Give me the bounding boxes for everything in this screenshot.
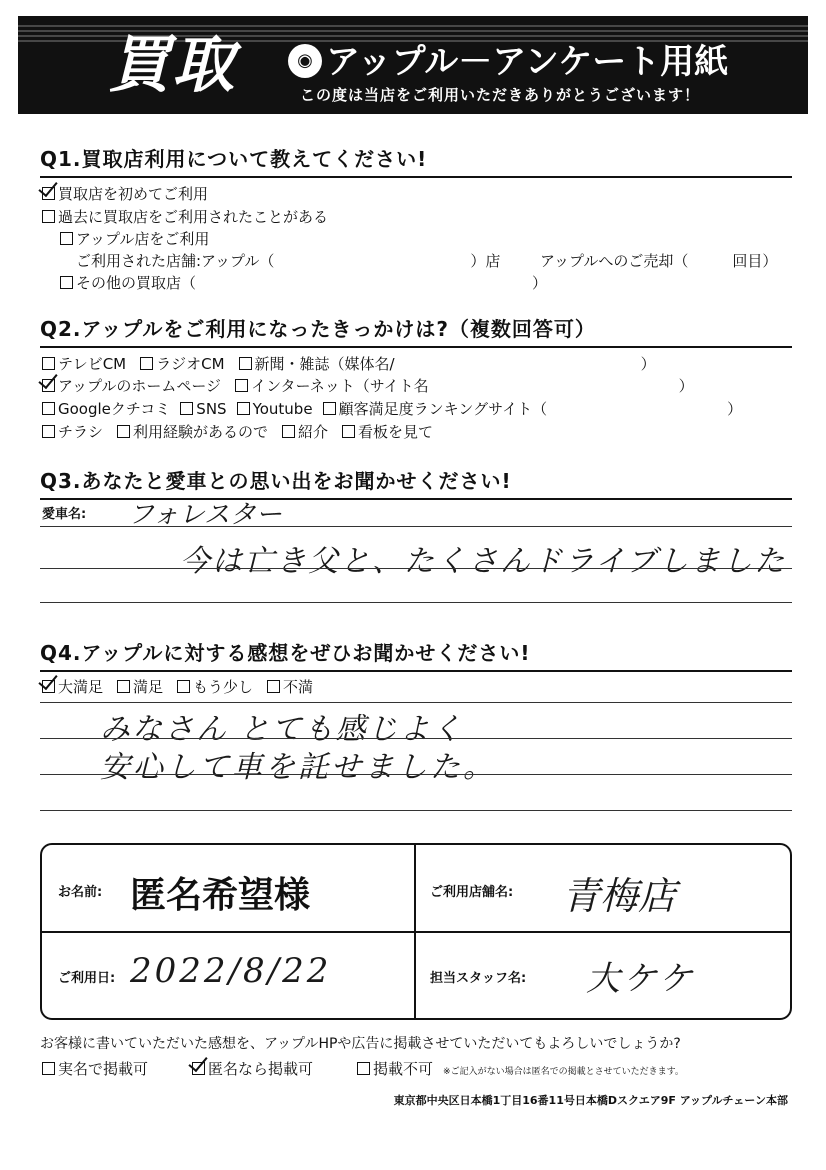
q4-rule-3 bbox=[40, 774, 792, 775]
q2-opt-homepage[interactable] bbox=[42, 375, 221, 396]
q4-opt-very-satisfied[interactable] bbox=[42, 676, 103, 697]
publish-anonymous-checkbox[interactable] bbox=[192, 1062, 205, 1075]
q2-youtube-checkbox[interactable] bbox=[237, 402, 250, 415]
q2-row2 bbox=[42, 375, 694, 396]
q1-apple-checkbox[interactable] bbox=[60, 232, 73, 245]
q1-apple-label: アップル店をご利用 bbox=[76, 230, 210, 248]
title-sub: アップル－アンケート用紙 bbox=[326, 42, 729, 82]
q2-signboard-label: 看板を見て bbox=[358, 423, 434, 441]
q3-rule-2 bbox=[40, 568, 792, 569]
date-label: ご利用日: bbox=[58, 971, 116, 986]
publish-opt-real-name[interactable] bbox=[42, 1058, 148, 1079]
q2-opt-signboard[interactable] bbox=[342, 421, 433, 442]
q2-homepage-checkbox[interactable] bbox=[42, 379, 55, 392]
q2-row3 bbox=[42, 398, 742, 419]
name-value[interactable]: 匿名希望様 bbox=[130, 875, 311, 916]
name-label: お名前: bbox=[58, 885, 103, 900]
q4-rule-1 bbox=[40, 702, 792, 703]
banner-subtitle: この度は当店をご利用いただきありがとうございます！ bbox=[300, 86, 701, 104]
date-value[interactable]: 2022/8/22 bbox=[130, 951, 332, 991]
q1-first-checkbox[interactable] bbox=[42, 187, 55, 200]
q2-google-label: Googleクチコミ bbox=[58, 400, 171, 418]
publish-real-name-checkbox[interactable] bbox=[42, 1062, 55, 1075]
q1-past-checkbox[interactable] bbox=[42, 210, 55, 223]
q3-car-name[interactable]: フォレスター bbox=[128, 500, 282, 530]
q2-row3-close: ） bbox=[727, 400, 743, 418]
q1-past-label: 過去に買取店をご利用されたことがある bbox=[58, 208, 329, 226]
q3-car-label: 愛車名: bbox=[42, 507, 87, 522]
q4-dissatisfied-label: 不満 bbox=[283, 678, 314, 696]
q1-store-suffix: ）店 bbox=[470, 252, 501, 270]
q4-so-so-checkbox[interactable] bbox=[177, 680, 190, 693]
q4-satisfied-checkbox[interactable] bbox=[117, 680, 130, 693]
q4-opt-so-so[interactable] bbox=[177, 676, 253, 697]
q1-opt-past[interactable] bbox=[42, 206, 328, 227]
q4-heading: Q4.アップルに対する感想をぜひお聞かせください! bbox=[40, 637, 792, 672]
staff-label: 担当スタッフ名: bbox=[430, 971, 527, 986]
q1-opt-apple[interactable] bbox=[60, 228, 209, 249]
q1-heading: Q1.買取店利用について教えてください! bbox=[40, 143, 792, 178]
q3-memory[interactable]: 今は亡き父と、たくさんドライブしました bbox=[180, 544, 787, 579]
q2-tv-checkbox[interactable] bbox=[42, 357, 55, 370]
q1-store-label: ご利用された店舗:アップル（ bbox=[76, 252, 275, 270]
q1-other-suffix: ） bbox=[532, 274, 548, 292]
q2-heading: Q2.アップルをご利用になったきっかけは?（複数回答可） bbox=[40, 313, 792, 348]
q4-very-satisfied-label: 大満足 bbox=[58, 678, 104, 696]
store-label: ご利用店舗名: bbox=[430, 885, 514, 900]
header-banner bbox=[18, 16, 808, 114]
info-box-horizontal-divider bbox=[42, 931, 790, 933]
q2-ranking-checkbox[interactable] bbox=[323, 402, 336, 415]
store-value[interactable]: 青梅店 bbox=[562, 874, 677, 918]
q2-referral-label: 紹介 bbox=[298, 423, 329, 441]
q2-opt-radio[interactable] bbox=[140, 353, 224, 374]
q2-row2-close: ） bbox=[678, 377, 694, 395]
q4-very-satisfied-checkbox[interactable] bbox=[42, 680, 55, 693]
q4-dissatisfied-checkbox[interactable] bbox=[267, 680, 280, 693]
q1-store-line bbox=[76, 250, 500, 271]
q2-sns-label: SNS bbox=[196, 400, 227, 418]
q4-so-so-label: もう少し bbox=[193, 678, 254, 696]
q2-google-checkbox[interactable] bbox=[42, 402, 55, 415]
staff-value[interactable]: 大ケケ bbox=[586, 959, 696, 999]
q1-sell-count bbox=[540, 250, 777, 271]
publish-opt-anonymous[interactable] bbox=[192, 1058, 313, 1079]
q2-opt-youtube[interactable] bbox=[237, 400, 313, 418]
q3-rule-3 bbox=[40, 602, 792, 603]
customer-info-box bbox=[40, 843, 792, 1020]
q2-opt-google[interactable] bbox=[42, 398, 170, 419]
q4-rule-2 bbox=[40, 738, 792, 739]
q4-opt-dissatisfied[interactable] bbox=[267, 676, 313, 697]
q2-radio-checkbox[interactable] bbox=[140, 357, 153, 370]
q2-sns-checkbox[interactable] bbox=[180, 402, 193, 415]
q4-rule-4 bbox=[40, 810, 792, 811]
q1-other-checkbox[interactable] bbox=[60, 276, 73, 289]
publish-options bbox=[42, 1058, 684, 1079]
q2-row1-close: ） bbox=[640, 355, 656, 373]
publish-consent-question: お客様に書いていただいた感想を、アップルHPや広告に掲載させていただいてもよろしいでしょうか? bbox=[40, 1036, 681, 1052]
publish-no-label: 掲載不可 bbox=[373, 1060, 434, 1078]
q2-opt-experience[interactable] bbox=[117, 421, 268, 442]
q2-opt-flyer[interactable] bbox=[42, 421, 103, 442]
apple-logo-icon: ◉ bbox=[288, 44, 322, 78]
q2-ranking-label: 顧客満足度ランキングサイト（ bbox=[338, 400, 548, 418]
q2-opt-newspaper[interactable] bbox=[239, 353, 395, 374]
q2-flyer-checkbox[interactable] bbox=[42, 425, 55, 438]
q2-radio-label: ラジオCM bbox=[156, 355, 225, 373]
q4-comment-line2[interactable]: 安心して車を託せました。 bbox=[100, 750, 496, 785]
q1-sell-count-label: アップルへのご売却（ bbox=[540, 252, 689, 270]
q2-experience-checkbox[interactable] bbox=[117, 425, 130, 438]
q2-row1 bbox=[42, 353, 656, 374]
q1-first-label: 買取店を初めてご利用 bbox=[58, 185, 209, 203]
q2-row4 bbox=[42, 421, 447, 442]
q4-opt-satisfied[interactable] bbox=[117, 676, 163, 697]
publish-no-checkbox[interactable] bbox=[357, 1062, 370, 1075]
q2-opt-sns[interactable] bbox=[180, 400, 226, 418]
q4-ratings bbox=[42, 676, 327, 697]
q3-rule-1 bbox=[40, 526, 792, 527]
publish-anonymous-label: 匿名なら掲載可 bbox=[208, 1060, 314, 1078]
q2-internet-checkbox[interactable] bbox=[235, 379, 248, 392]
q2-tv-label: テレビCM bbox=[58, 355, 127, 373]
q4-comment-line1[interactable]: みなさん とても感じよく bbox=[100, 712, 464, 747]
q1-other-label: その他の買取店（ bbox=[76, 274, 197, 292]
q2-opt-tv[interactable] bbox=[42, 353, 126, 374]
q2-internet-label: インターネット（サイト名 bbox=[251, 377, 429, 395]
q2-opt-internet[interactable] bbox=[235, 375, 429, 396]
q2-opt-referral[interactable] bbox=[282, 421, 328, 442]
publish-note: ※ご記入がない場合は匿名での掲載とさせていただきます。 bbox=[443, 1067, 684, 1077]
q2-opt-ranking[interactable] bbox=[323, 398, 548, 419]
q1-opt-first[interactable] bbox=[42, 183, 208, 204]
q3-heading: Q3.あなたと愛車との思い出をお聞かせください! bbox=[40, 465, 792, 500]
company-address: 東京都中央区日本橋1丁目16番11号日本橋Dスクエア9F アップルチェーン本部 bbox=[393, 1094, 788, 1107]
q1-opt-other[interactable] bbox=[60, 272, 547, 293]
q4-satisfied-label: 満足 bbox=[133, 678, 164, 696]
q1-sell-count-suffix: 回目） bbox=[732, 252, 778, 270]
publish-opt-no[interactable] bbox=[357, 1058, 433, 1079]
publish-real-name-label: 実名で掲載可 bbox=[58, 1060, 149, 1078]
q2-youtube-label: Youtube bbox=[252, 400, 313, 418]
title-kaitori: 買取 bbox=[108, 28, 237, 101]
q2-signboard-checkbox[interactable] bbox=[342, 425, 355, 438]
q2-referral-checkbox[interactable] bbox=[282, 425, 295, 438]
q2-newspaper-checkbox[interactable] bbox=[239, 357, 252, 370]
q2-flyer-label: チラシ bbox=[58, 423, 104, 441]
q2-homepage-label: アップルのホームページ bbox=[58, 377, 222, 395]
q2-experience-label: 利用経験があるので bbox=[133, 423, 269, 441]
q2-newspaper-label: 新聞・雑誌（媒体名/ bbox=[254, 355, 395, 373]
